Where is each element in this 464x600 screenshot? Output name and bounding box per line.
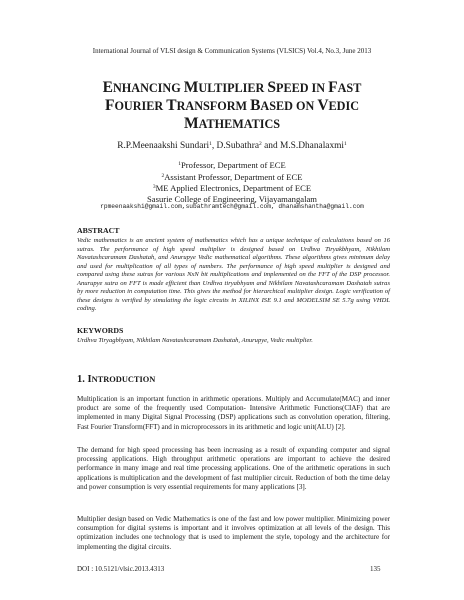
abstract-heading: ABSTRACT <box>77 226 120 235</box>
affiliation-3: $^3$ME Applied Electronics, Department of ECE <box>152 183 312 193</box>
author-emails: rpmeenaakshi@gmail.com,subathramtech@gmail.com, dhanamshantha@gmail.com <box>100 203 364 210</box>
keywords-heading: KEYWORDS <box>77 326 124 335</box>
author-1: R.P.Meenaakshi Sundari <box>117 141 210 151</box>
title-line-2: FOURIER TRANSFORM BASED ON VEDIC <box>104 97 359 114</box>
title-line-1: ENHANCING MULTIPLIER SPEED IN FAST <box>102 79 362 96</box>
affiliation-2: $^2$Assistant Professor, Department of ECE <box>161 171 303 182</box>
journal-header: International Journal of VLSI design & Communication Systems (VLSICS) Vol.4, No.3, June 2013 <box>92 47 372 55</box>
author-3: M.S.Dhanalaxmi <box>279 141 345 151</box>
title-line-3: MATHEMATICS <box>183 115 281 132</box>
introduction-heading: 1. INTRODUCTION <box>77 374 156 385</box>
intro-paragraph-1: Multiplication is an important function in arithmetic operations. Multiply and Accumulate(MAC) and inner product are some of the frequently used Computation- Intensive Arithmetic Functions(CIAF) that are implemented in many Digital Signal Processing (DSP) applications such as convolution operation, filtering, Fast Fourier Transform(FFT) and in microprocessors in its arithmetic and logic unit(ALU) [2]. <box>77 395 390 431</box>
intro-paragraph-2: The demand for high speed processing has been increasing as a result of expanding computer and signal processing applications. High throughput arithmetic operations are important to achieve the desired performance in many image and real time processing applications. One of the arithmetic operations in such applications is multiplication and the development of fast multiplier circuit. Reduction of both the time delay and power consumption is very essential requirements for many applications [3]. <box>77 446 390 491</box>
affiliation-1: $^1$Professor, Department of ECE <box>178 160 286 170</box>
paper-title <box>40 79 424 133</box>
doi: DOI : 10.5121/vlsic.2013.4313 <box>77 565 165 573</box>
keywords-text: Urdhva Tiryagbhyam, Nikhilam Navatashcaramam Dashatah, Anurupye, Vedic multiplier. <box>77 337 313 344</box>
affiliation-institution: Sasurie College of Engineering, Vijayamangalam <box>147 193 317 204</box>
author-list: R.P.Meenaakshi Sundari$^1$, D.Subathra$^2$ and M.S.Dhanalaxmi$^1$ <box>117 141 347 151</box>
author-2: D.Subathra <box>216 141 259 151</box>
abstract-text: Vedic mathematics is an ancient system of mathematics which has a unique technique of calculations based on 16 sutras. The performance of high speed multiplier is designed based on Urdhva Tiryakbhyam, Nikhilam Navatashcaramam Dashatah, and Anurupye Vedic mathematical algorithms. These algorithms gives minimum delay and used for multiplication of all types of numbers. The performance of high speed multiplier is designed and compared using these sutras for various NxN bit multiplications and implemented on the FFT of the DSP processor. Anurupye sutra on FFT is made efficient than Urdhva tiryabhyam and Nikhilam Navatashcaramam Dashatah sutras by more reduction in computation time. This gives the method for hierarchical multiplier design. Logic verification of these designs is verified by simulating the logic circuits in XILINX ISE 9.1 and MODELSIM SE 5.7g using VHDL coding. <box>77 237 390 312</box>
intro-paragraph-3: Multiplier design based on Vedic Mathematics is one of the fast and low power multiplier. Minimizing power consumption for digital systems is important and it involves optimization at all levels of the design. This optimization includes one technology that is used to implement the style, topology and the architecture for implementing the digital circuits. <box>77 515 390 551</box>
page-number: 135 <box>370 565 381 573</box>
affiliations <box>0 159 464 204</box>
